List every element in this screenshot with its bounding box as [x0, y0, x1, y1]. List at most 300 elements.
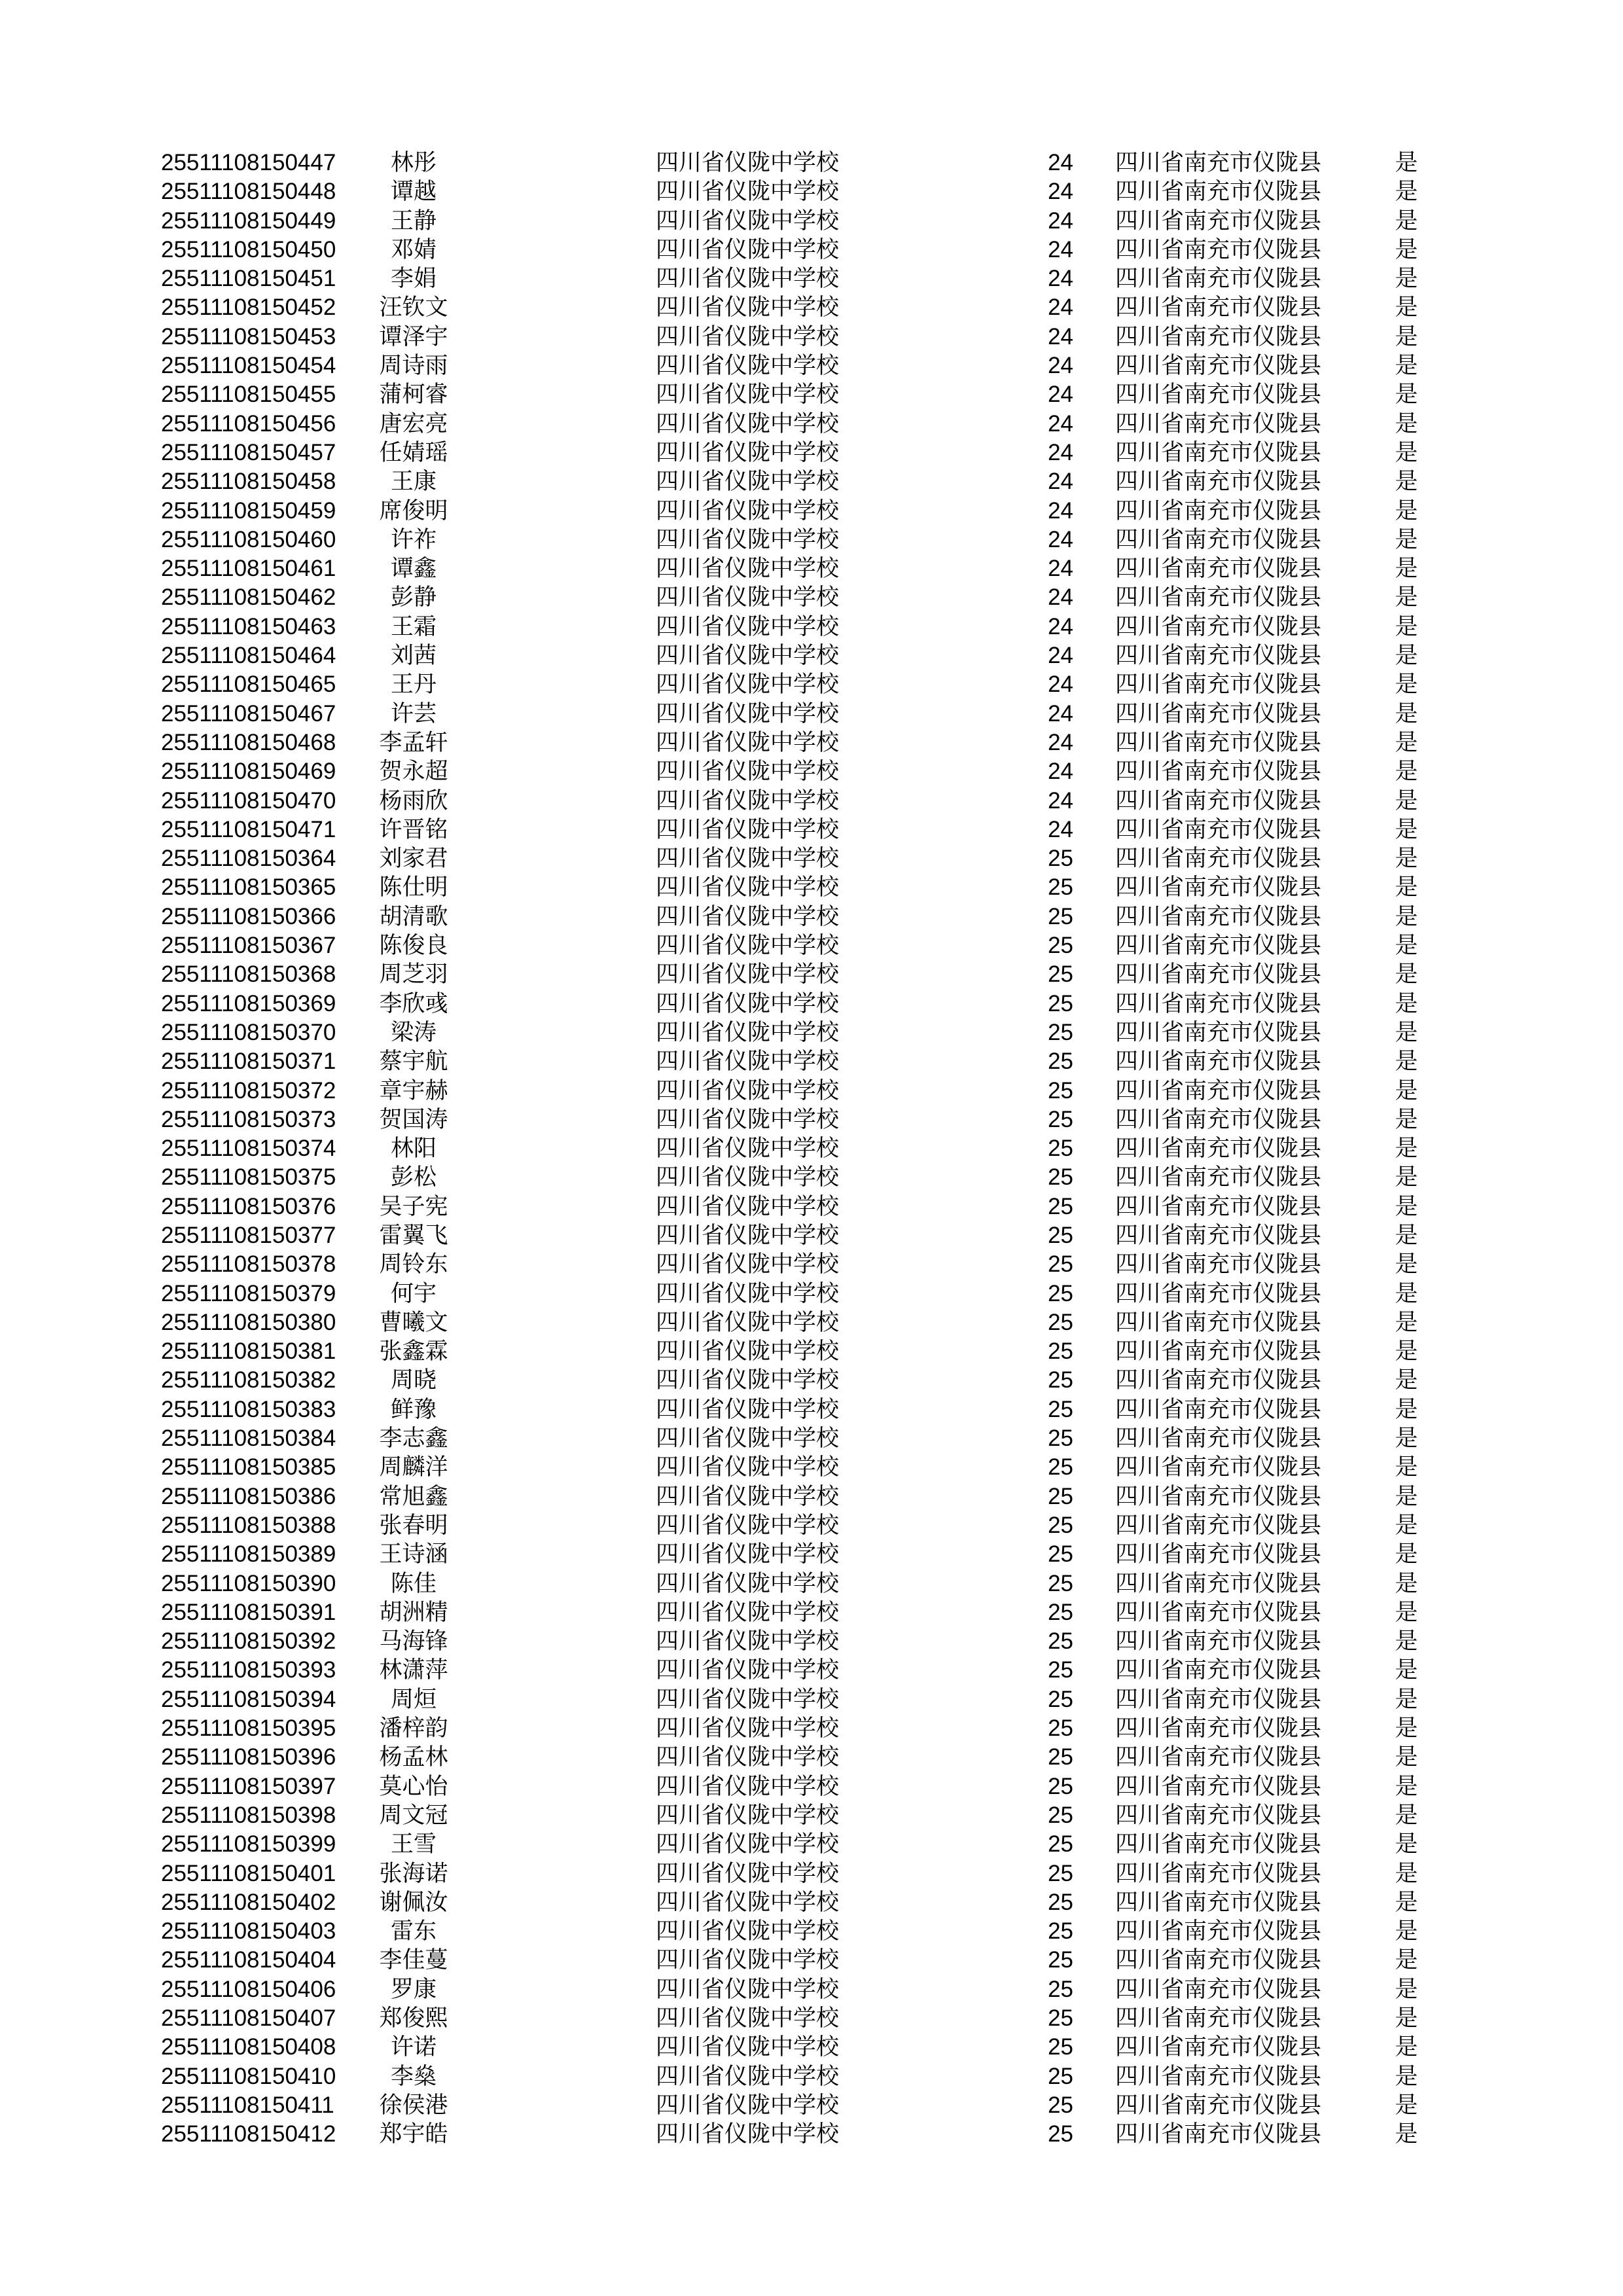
flag-cell: 是	[1395, 469, 1418, 495]
student-name-cell: 刘茜	[390, 643, 437, 669]
student-name-cell: 许祚	[390, 526, 437, 552]
table-row	[0, 1888, 1623, 1917]
school-cell: 四川省仪陇中学校	[656, 1657, 840, 1683]
region-cell: 四川省南充市仪陇县	[1115, 439, 1322, 465]
region-cell: 四川省南充市仪陇县	[1115, 1599, 1322, 1625]
region-cell: 四川省南充市仪陇县	[1115, 1077, 1322, 1103]
region-cell: 四川省南充市仪陇县	[1115, 1251, 1322, 1278]
student-name-cell: 罗康	[390, 1976, 437, 2002]
school-cell: 四川省仪陇中学校	[656, 382, 840, 408]
flag-cell: 是	[1395, 2092, 1418, 2118]
table-row	[0, 1453, 1623, 1482]
region-cell: 四川省南充市仪陇县	[1115, 1164, 1322, 1191]
school-cell: 四川省仪陇中学校	[656, 1570, 840, 1596]
region-cell: 四川省南充市仪陇县	[1115, 2034, 1322, 2060]
flag-cell: 是	[1395, 990, 1418, 1016]
school-cell: 四川省仪陇中学校	[656, 903, 840, 929]
exam-id-cell: 25511108150393	[161, 1657, 336, 1683]
flag-cell: 是	[1395, 1686, 1418, 1712]
table-row	[0, 207, 1623, 236]
exam-id-cell: 25511108150376	[161, 1193, 336, 1219]
student-name-cell: 谭鑫	[390, 556, 437, 582]
school-cell: 四川省仪陇中学校	[656, 816, 840, 842]
table-row	[0, 1366, 1623, 1395]
table-row	[0, 236, 1623, 264]
flag-cell: 是	[1395, 1136, 1418, 1162]
school-cell: 四川省仪陇中学校	[656, 672, 840, 698]
region-cell: 四川省南充市仪陇县	[1115, 1831, 1322, 1857]
table-row	[0, 844, 1623, 873]
group-number-cell: 25	[1048, 1947, 1073, 1973]
region-cell: 四川省南充市仪陇县	[1115, 2063, 1322, 2089]
flag-cell: 是	[1395, 729, 1418, 755]
region-cell: 四川省南充市仪陇县	[1115, 613, 1322, 639]
student-name-cell: 彭松	[390, 1164, 437, 1191]
table-row	[0, 1193, 1623, 1221]
exam-id-cell: 25511108150382	[161, 1367, 336, 1393]
exam-id-cell: 25511108150411	[161, 2092, 334, 2118]
table-row	[0, 526, 1623, 554]
exam-id-cell: 25511108150469	[161, 759, 336, 785]
flag-cell: 是	[1395, 584, 1418, 611]
school-cell: 四川省仪陇中学校	[656, 410, 840, 437]
student-name-cell: 陈仕明	[379, 874, 448, 901]
flag-cell: 是	[1395, 643, 1418, 669]
exam-id-cell: 25511108150397	[161, 1773, 336, 1799]
student-name-cell: 汪钦文	[379, 295, 448, 321]
table-row	[0, 1627, 1623, 1656]
exam-id-cell: 25511108150470	[161, 787, 336, 814]
exam-id-cell: 25511108150389	[161, 1541, 336, 1568]
table-row	[0, 583, 1623, 612]
region-cell: 四川省南充市仪陇县	[1115, 846, 1322, 872]
group-number-cell: 24	[1048, 787, 1073, 814]
table-row	[0, 1337, 1623, 1366]
school-cell: 四川省仪陇中学校	[656, 150, 840, 175]
flag-cell: 是	[1395, 526, 1418, 552]
flag-cell: 是	[1395, 1454, 1418, 1480]
flag-cell: 是	[1395, 961, 1418, 988]
student-table	[0, 149, 1623, 2149]
student-name-cell: 刘家君	[379, 846, 448, 872]
student-name-cell: 谭越	[390, 179, 437, 205]
table-row	[0, 990, 1623, 1018]
region-cell: 四川省南充市仪陇县	[1115, 1454, 1322, 1480]
group-number-cell: 25	[1048, 961, 1073, 988]
school-cell: 四川省仪陇中学校	[656, 729, 840, 755]
student-name-cell: 李佳蔓	[379, 1947, 448, 1973]
region-cell: 四川省南充市仪陇县	[1115, 1628, 1322, 1655]
student-name-cell: 林潇萍	[379, 1657, 448, 1683]
school-cell: 四川省仪陇中学校	[656, 266, 840, 292]
exam-id-cell: 25511108150462	[161, 584, 336, 611]
school-cell: 四川省仪陇中学校	[656, 1396, 840, 1422]
region-cell: 四川省南充市仪陇县	[1115, 874, 1322, 901]
exam-id-cell: 25511108150456	[161, 410, 336, 437]
region-cell: 四川省南充市仪陇县	[1115, 236, 1322, 262]
exam-id-cell: 25511108150392	[161, 1628, 336, 1655]
student-name-cell: 张海诺	[379, 1860, 448, 1886]
flag-cell: 是	[1395, 874, 1418, 901]
flag-cell: 是	[1395, 1251, 1418, 1278]
exam-id-cell: 25511108150412	[161, 2121, 336, 2147]
table-row	[0, 1570, 1623, 1598]
table-row	[0, 1801, 1623, 1830]
group-number-cell: 24	[1048, 266, 1073, 292]
group-number-cell: 25	[1048, 1049, 1073, 1075]
group-number-cell: 25	[1048, 2005, 1073, 2031]
exam-id-cell: 25511108150457	[161, 439, 336, 465]
group-number-cell: 24	[1048, 556, 1073, 582]
flag-cell: 是	[1395, 1426, 1418, 1452]
school-cell: 四川省仪陇中学校	[656, 353, 840, 379]
exam-id-cell: 25511108150384	[161, 1426, 336, 1452]
exam-id-cell: 25511108150471	[161, 816, 336, 842]
group-number-cell: 24	[1048, 179, 1073, 205]
flag-cell: 是	[1395, 1106, 1418, 1132]
group-number-cell: 25	[1048, 903, 1073, 929]
group-number-cell: 25	[1048, 1280, 1073, 1306]
region-cell: 四川省南充市仪陇县	[1115, 1657, 1322, 1683]
group-number-cell: 25	[1048, 1338, 1073, 1365]
flag-cell: 是	[1395, 1802, 1418, 1828]
flag-cell: 是	[1395, 150, 1418, 175]
exam-id-cell: 25511108150459	[161, 497, 336, 524]
region-cell: 四川省南充市仪陇县	[1115, 1222, 1322, 1248]
group-number-cell: 24	[1048, 700, 1073, 726]
table-row	[0, 1714, 1623, 1743]
table-row	[0, 700, 1623, 728]
exam-id-cell: 25511108150388	[161, 1512, 336, 1538]
group-number-cell: 25	[1048, 1396, 1073, 1422]
group-number-cell: 25	[1048, 1628, 1073, 1655]
group-number-cell: 25	[1048, 1889, 1073, 1915]
exam-id-cell: 25511108150375	[161, 1164, 336, 1191]
table-row	[0, 2091, 1623, 2120]
table-row	[0, 1047, 1623, 1076]
group-number-cell: 25	[1048, 1193, 1073, 1219]
table-row	[0, 1482, 1623, 1511]
region-cell: 四川省南充市仪陇县	[1115, 1193, 1322, 1219]
school-cell: 四川省仪陇中学校	[656, 1077, 840, 1103]
table-row	[0, 1656, 1623, 1685]
group-number-cell: 25	[1048, 1831, 1073, 1857]
exam-id-cell: 25511108150395	[161, 1715, 336, 1742]
flag-cell: 是	[1395, 410, 1418, 437]
exam-id-cell: 25511108150378	[161, 1251, 336, 1278]
flag-cell: 是	[1395, 2063, 1418, 2089]
exam-id-cell: 25511108150408	[161, 2034, 336, 2060]
school-cell: 四川省仪陇中学校	[656, 961, 840, 988]
exam-id-cell: 25511108150368	[161, 961, 336, 988]
school-cell: 四川省仪陇中学校	[656, 990, 840, 1016]
school-cell: 四川省仪陇中学校	[656, 1222, 840, 1248]
table-row	[0, 873, 1623, 902]
table-row	[0, 1685, 1623, 1714]
region-cell: 四川省南充市仪陇县	[1115, 295, 1322, 321]
table-row	[0, 1975, 1623, 2004]
group-number-cell: 25	[1048, 1976, 1073, 2002]
student-name-cell: 王丹	[390, 672, 437, 698]
flag-cell: 是	[1395, 1222, 1418, 1248]
table-row	[0, 2033, 1623, 2062]
school-cell: 四川省仪陇中学校	[656, 1193, 840, 1219]
region-cell: 四川省南充市仪陇县	[1115, 266, 1322, 292]
group-number-cell: 25	[1048, 2034, 1073, 2060]
region-cell: 四川省南充市仪陇县	[1115, 1802, 1322, 1828]
flag-cell: 是	[1395, 759, 1418, 785]
region-cell: 四川省南充市仪陇县	[1115, 2121, 1322, 2147]
group-number-cell: 25	[1048, 1715, 1073, 1742]
group-number-cell: 25	[1048, 1802, 1073, 1828]
region-cell: 四川省南充市仪陇县	[1115, 323, 1322, 350]
group-number-cell: 25	[1048, 1744, 1073, 1770]
table-row	[0, 960, 1623, 989]
student-name-cell: 李孟轩	[379, 729, 448, 755]
student-name-cell: 周铃东	[379, 1251, 448, 1278]
exam-id-cell: 25511108150453	[161, 323, 336, 350]
flag-cell: 是	[1395, 672, 1418, 698]
group-number-cell: 24	[1048, 526, 1073, 552]
exam-id-cell: 25511108150458	[161, 469, 336, 495]
exam-id-cell: 25511108150464	[161, 643, 336, 669]
flag-cell: 是	[1395, 179, 1418, 205]
group-number-cell: 24	[1048, 236, 1073, 262]
group-number-cell: 25	[1048, 2092, 1073, 2118]
exam-id-cell: 25511108150364	[161, 846, 336, 872]
group-number-cell: 25	[1048, 1426, 1073, 1452]
group-number-cell: 24	[1048, 729, 1073, 755]
group-number-cell: 25	[1048, 1251, 1073, 1278]
flag-cell: 是	[1395, 353, 1418, 379]
group-number-cell: 25	[1048, 933, 1073, 959]
student-name-cell: 蒲柯睿	[379, 382, 448, 408]
student-name-cell: 郑俊熙	[379, 2005, 448, 2031]
region-cell: 四川省南充市仪陇县	[1115, 787, 1322, 814]
region-cell: 四川省南充市仪陇县	[1115, 2092, 1322, 2118]
student-name-cell: 陈佳	[390, 1570, 437, 1596]
table-row	[0, 351, 1623, 380]
table-row	[0, 670, 1623, 699]
student-name-cell: 李志鑫	[379, 1426, 448, 1452]
group-number-cell: 25	[1048, 1106, 1073, 1132]
region-cell: 四川省南充市仪陇县	[1115, 1570, 1322, 1596]
table-row	[0, 2004, 1623, 2033]
flag-cell: 是	[1395, 1019, 1418, 1045]
student-name-cell: 常旭鑫	[379, 1483, 448, 1509]
school-cell: 四川省仪陇中学校	[656, 323, 840, 350]
group-number-cell: 25	[1048, 1367, 1073, 1393]
flag-cell: 是	[1395, 1077, 1418, 1103]
region-cell: 四川省南充市仪陇县	[1115, 672, 1322, 698]
region-cell: 四川省南充市仪陇县	[1115, 700, 1322, 726]
flag-cell: 是	[1395, 1396, 1418, 1422]
exam-id-cell: 25511108150390	[161, 1570, 336, 1596]
group-number-cell: 24	[1048, 759, 1073, 785]
flag-cell: 是	[1395, 816, 1418, 842]
flag-cell: 是	[1395, 1164, 1418, 1191]
group-number-cell: 25	[1048, 1512, 1073, 1538]
table-row	[0, 641, 1623, 670]
region-cell: 四川省南充市仪陇县	[1115, 1947, 1322, 1973]
region-cell: 四川省南充市仪陇县	[1115, 1744, 1322, 1770]
table-row	[0, 1280, 1623, 1308]
student-name-cell: 马海锋	[379, 1628, 448, 1655]
table-row	[0, 903, 1623, 931]
student-name-cell: 王诗涵	[379, 1541, 448, 1568]
school-cell: 四川省仪陇中学校	[656, 2005, 840, 2031]
student-name-cell: 李燊	[390, 2063, 437, 2089]
exam-id-cell: 25511108150467	[161, 700, 336, 726]
student-name-cell: 任婧瑶	[379, 439, 448, 465]
student-name-cell: 杨雨欣	[379, 787, 448, 814]
region-cell: 四川省南充市仪陇县	[1115, 1918, 1322, 1945]
school-cell: 四川省仪陇中学校	[656, 1426, 840, 1452]
student-name-cell: 唐宏亮	[379, 410, 448, 437]
exam-id-cell: 25511108150401	[161, 1860, 336, 1886]
student-name-cell: 许芸	[390, 700, 437, 726]
exam-id-cell: 25511108150452	[161, 295, 336, 321]
group-number-cell: 25	[1048, 1773, 1073, 1799]
region-cell: 四川省南充市仪陇县	[1115, 816, 1322, 842]
flag-cell: 是	[1395, 1599, 1418, 1625]
exam-id-cell: 25511108150373	[161, 1106, 336, 1132]
exam-id-cell: 25511108150460	[161, 526, 336, 552]
exam-id-cell: 25511108150367	[161, 933, 336, 959]
group-number-cell: 25	[1048, 1483, 1073, 1509]
table-row	[0, 787, 1623, 816]
region-cell: 四川省南充市仪陇县	[1115, 179, 1322, 205]
school-cell: 四川省仪陇中学校	[656, 207, 840, 234]
flag-cell: 是	[1395, 1280, 1418, 1306]
table-row	[0, 1859, 1623, 1888]
flag-cell: 是	[1395, 207, 1418, 234]
exam-id-cell: 25511108150410	[161, 2063, 336, 2089]
exam-id-cell: 25511108150465	[161, 672, 336, 698]
region-cell: 四川省南充市仪陇县	[1115, 903, 1322, 929]
flag-cell: 是	[1395, 382, 1418, 408]
school-cell: 四川省仪陇中学校	[656, 1367, 840, 1393]
table-row	[0, 439, 1623, 467]
exam-id-cell: 25511108150379	[161, 1280, 336, 1306]
table-row	[0, 931, 1623, 960]
region-cell: 四川省南充市仪陇县	[1115, 382, 1322, 408]
flag-cell: 是	[1395, 1976, 1418, 2002]
school-cell: 四川省仪陇中学校	[656, 1454, 840, 1480]
region-cell: 四川省南充市仪陇县	[1115, 1860, 1322, 1886]
school-cell: 四川省仪陇中学校	[656, 2092, 840, 2118]
student-name-cell: 雷东	[390, 1918, 437, 1945]
group-number-cell: 25	[1048, 874, 1073, 901]
table-row	[0, 410, 1623, 439]
table-row	[0, 1540, 1623, 1569]
region-cell: 四川省南充市仪陇县	[1115, 353, 1322, 379]
group-number-cell: 25	[1048, 1541, 1073, 1568]
school-cell: 四川省仪陇中学校	[656, 1164, 840, 1191]
region-cell: 四川省南充市仪陇县	[1115, 1541, 1322, 1568]
school-cell: 四川省仪陇中学校	[656, 526, 840, 552]
student-name-cell: 张春明	[379, 1512, 448, 1538]
student-name-cell: 李欣彧	[379, 990, 448, 1016]
flag-cell: 是	[1395, 439, 1418, 465]
school-cell: 四川省仪陇中学校	[656, 1106, 840, 1132]
table-row	[0, 757, 1623, 786]
table-row	[0, 149, 1623, 177]
region-cell: 四川省南充市仪陇县	[1115, 1512, 1322, 1538]
group-number-cell: 25	[1048, 990, 1073, 1016]
group-number-cell: 25	[1048, 846, 1073, 872]
exam-id-cell: 25511108150450	[161, 236, 336, 262]
exam-id-cell: 25511108150365	[161, 874, 336, 901]
school-cell: 四川省仪陇中学校	[656, 1628, 840, 1655]
table-row	[0, 554, 1623, 583]
region-cell: 四川省南充市仪陇县	[1115, 643, 1322, 669]
region-cell: 四川省南充市仪陇县	[1115, 207, 1322, 234]
group-number-cell: 25	[1048, 2063, 1073, 2089]
region-cell: 四川省南充市仪陇县	[1115, 729, 1322, 755]
group-number-cell: 24	[1048, 643, 1073, 669]
table-row	[0, 1163, 1623, 1192]
table-row	[0, 1772, 1623, 1801]
flag-cell: 是	[1395, 1889, 1418, 1915]
school-cell: 四川省仪陇中学校	[656, 1831, 840, 1857]
school-cell: 四川省仪陇中学校	[656, 613, 840, 639]
school-cell: 四川省仪陇中学校	[656, 497, 840, 524]
flag-cell: 是	[1395, 613, 1418, 639]
school-cell: 四川省仪陇中学校	[656, 2063, 840, 2089]
school-cell: 四川省仪陇中学校	[656, 469, 840, 495]
school-cell: 四川省仪陇中学校	[656, 439, 840, 465]
flag-cell: 是	[1395, 1831, 1418, 1857]
flag-cell: 是	[1395, 2034, 1418, 2060]
table-row	[0, 467, 1623, 496]
table-row	[0, 1424, 1623, 1453]
student-name-cell: 章宇赫	[379, 1077, 448, 1103]
flag-cell: 是	[1395, 2005, 1418, 2031]
exam-id-cell: 25511108150449	[161, 207, 336, 234]
group-number-cell: 24	[1048, 150, 1073, 175]
school-cell: 四川省仪陇中学校	[656, 643, 840, 669]
flag-cell: 是	[1395, 497, 1418, 524]
flag-cell: 是	[1395, 1918, 1418, 1945]
exam-id-cell: 25511108150455	[161, 382, 336, 408]
exam-id-cell: 25511108150398	[161, 1802, 336, 1828]
exam-id-cell: 25511108150374	[161, 1136, 336, 1162]
flag-cell: 是	[1395, 556, 1418, 582]
group-number-cell: 25	[1048, 1077, 1073, 1103]
table-row	[0, 1134, 1623, 1163]
student-name-cell: 陈俊良	[379, 933, 448, 959]
school-cell: 四川省仪陇中学校	[656, 933, 840, 959]
exam-id-cell: 25511108150377	[161, 1222, 336, 1248]
school-cell: 四川省仪陇中学校	[656, 1136, 840, 1162]
group-number-cell: 25	[1048, 1309, 1073, 1335]
student-name-cell: 周诗雨	[379, 353, 448, 379]
region-cell: 四川省南充市仪陇县	[1115, 1686, 1322, 1712]
school-cell: 四川省仪陇中学校	[656, 1802, 840, 1828]
table-row	[0, 1743, 1623, 1772]
region-cell: 四川省南充市仪陇县	[1115, 1280, 1322, 1306]
student-name-cell: 周麟洋	[379, 1454, 448, 1480]
school-cell: 四川省仪陇中学校	[656, 1715, 840, 1742]
region-cell: 四川省南充市仪陇县	[1115, 1049, 1322, 1075]
school-cell: 四川省仪陇中学校	[656, 1019, 840, 1045]
exam-id-cell: 25511108150406	[161, 1976, 336, 2002]
flag-cell: 是	[1395, 1657, 1418, 1683]
table-row	[0, 613, 1623, 641]
student-name-cell: 谢佩汝	[379, 1889, 448, 1915]
region-cell: 四川省南充市仪陇县	[1115, 1483, 1322, 1509]
